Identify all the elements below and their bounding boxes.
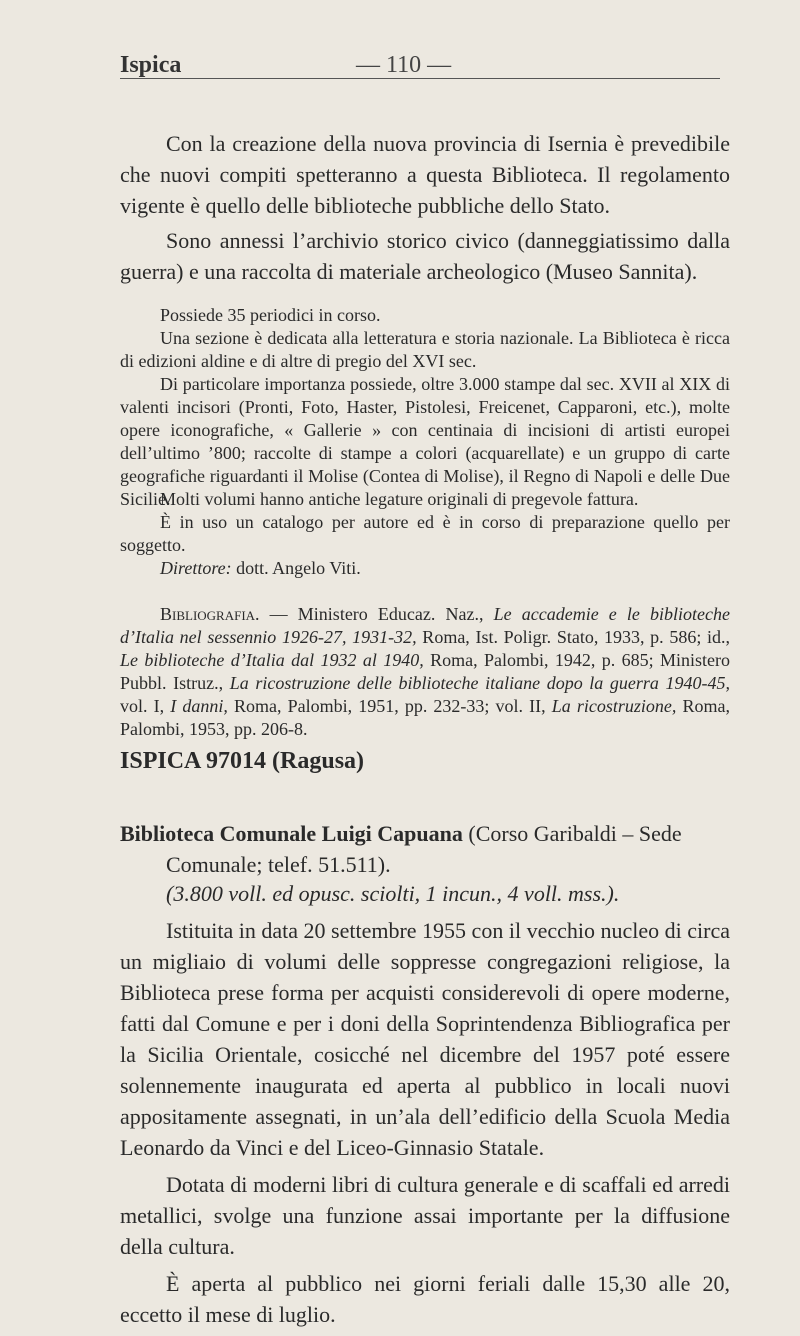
library-details: (Corso Garibaldi – Sede Comunale; telef. 51.511).: [166, 821, 682, 877]
director-line: [120, 557, 730, 580]
paragraph-history: Istituita in data 20 settembre 1955 con il vecchio nucleo di circa un migliaio di volumi delle soppresse congregazioni religiose, la Biblioteca prese forma per acquisti considerevoli di opere moderne, fatti dal Comune e per i doni della Soprintendenza Bibliografica per la Sicilia Orientale, cosicché nel dicembre del 1957 poté essere solennemente inaugurata ed aperta al pubblico in locali nuovi appositamente assegnati, in un’ala dell’edificio della Scuola Media Leonardo da Vinci e del Liceo-Ginnasio Statale.: [120, 918, 730, 1160]
library-name: Biblioteca Comunale Luigi Capuana: [120, 821, 463, 846]
paragraph-isernia: Con la creazione della nuova provincia di Isernia è prevedibile che nuovi compiti spetteranno a questa Biblioteca. Il regolamento vigente è quello delle biblioteche pubbliche dello Stato.: [120, 131, 730, 218]
bibliography-title: Le biblioteche d’Italia dal 1932 al 1940,: [120, 650, 424, 670]
section-heading: [120, 748, 364, 775]
bibliography-label: Bibliografia.: [160, 604, 260, 624]
closing-paragraphs: [120, 1169, 730, 1336]
paragraph-opening-hours: È aperta al pubblico nei giorni feriali dalle 15,30 alle 20, eccetto il mese di luglio.: [120, 1271, 730, 1327]
bibliography-title: Le accademie e le biblioteche d’Italia nel sessennio 1926-27, 1931-32,: [120, 604, 730, 647]
paragraph-furnishings: Dotata di moderni libri di cultura generale e di scaffali ed arredi metallici, svolge una funzione assai importante per la diffusione della cultura.: [120, 1172, 730, 1259]
paragraph-prints: Di particolare importanza possiede, oltre 3.000 stampe dal sec. XVII al XIX di valenti incisori (Pronti, Foto, Haster, Pistolesi, Freicenet, Capparoni, etc.), molte opere iconografiche, « Gallerie » con centinaia di incisioni di artisti europei dell’ultimo ’800; raccolte di stampe a colori (acquarellate) e un gruppo di carte geografiche riguardanti il Molise (Contea di Molise), il Regno di Napoli e delle Due Sicilie.: [120, 374, 730, 509]
running-head: [120, 52, 720, 80]
page-number: — 110 —: [356, 52, 452, 78]
paragraph-periodicals: Possiede 35 periodici in corso.: [160, 305, 381, 325]
bibliography-text: Roma, Palombi, 1942, p. 685; Ministero Pubbl. Istruz.,: [120, 650, 730, 693]
library-entry: [120, 818, 776, 880]
bibliography-text: vol. I,: [120, 696, 171, 716]
bibliography-text: Roma, Ist. Poligr. Stato, 1933, p. 586; id.,: [416, 627, 730, 647]
library-holdings: (3.800 voll. ed opusc. sciolti, 1 incun., 4 voll. mss.).: [166, 881, 620, 906]
paragraph-section: Una sezione è dedicata alla letteratura e storia nazionale. La Biblioteca è ricca di edizioni aldine e di altre di pregio del XVI sec.: [120, 328, 730, 371]
paragraph-bindings: Molti volumi hanno antiche legature originali di pregevole fattura.: [160, 489, 639, 509]
section-title: ISPICA 97014: [120, 748, 267, 774]
director-name: dott. Angelo Viti.: [236, 558, 361, 578]
paragraph-annexes: Sono annessi l’archivio storico civico (danneggiatissimo dalla guerra) e una raccolta di materiale archeologico (Museo Sannita).: [120, 228, 730, 284]
bibliography-text: Roma, Palombi, 1951, pp. 232-33; vol. II,: [227, 696, 552, 716]
section-region: (Ragusa): [272, 748, 365, 774]
header-rule: [120, 78, 720, 79]
bibliography-title: La ricostruzione delle biblioteche italiane dopo la guerra 1940-45,: [229, 673, 731, 693]
bibliography-text: Roma, Palombi, 1953, pp. 206-8.: [120, 696, 731, 739]
paragraph-catalogue: È in uso un catalogo per autore ed è in corso di preparazione quello per soggetto.: [120, 512, 730, 555]
bibliography-title: La ricostruzione,: [551, 696, 677, 716]
director-label: Direttore:: [160, 558, 232, 578]
bibliography: [120, 603, 730, 741]
running-head-place: Ispica: [120, 52, 182, 78]
bibliography-title: I danni,: [170, 696, 228, 716]
bibliography-text: — Ministero Educaz. Naz.,: [259, 604, 494, 624]
